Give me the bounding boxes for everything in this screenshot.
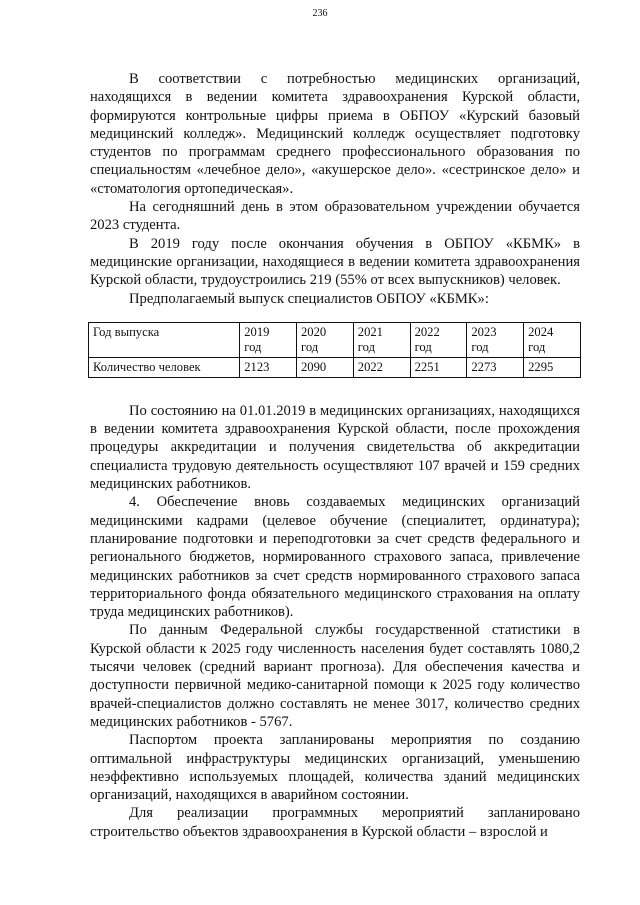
paragraph-graduates-employed: В 2019 году после окончания обучения в ОБПОУ «КБМК» в медицинские организации, находящиеся в ведении комитета здравоохранения Курской области, трудоустроились 219 (55% от всех выпускников) человек. bbox=[90, 235, 580, 289]
document-body bbox=[90, 70, 580, 841]
year-value: 2022 bbox=[414, 324, 440, 339]
paragraph-accreditation: По состоянию на 01.01.2019 в медицинских организациях, находящихся в ведении комитета здравоохранения Курской области, после прохождения процедуры аккредитации и получения свидетельства об аккредитации специалиста трудовую деятельность осуществляют 107 врачей и 159 средних медицинских работников. bbox=[90, 402, 580, 493]
table-cell-count: 2090 bbox=[297, 357, 354, 377]
page-number: 236 bbox=[312, 8, 328, 19]
table-cell-count: 2123 bbox=[240, 357, 297, 377]
table-header-label: Год выпуска bbox=[89, 322, 240, 357]
table-cell-count: 2251 bbox=[410, 357, 467, 377]
year-value: 2023 bbox=[471, 324, 497, 339]
year-value: 2021 bbox=[357, 324, 383, 339]
paragraph-student-count: На сегодняшний день в этом образовательном учреждении обучается 2023 студента. bbox=[90, 199, 580, 234]
table-cell-year bbox=[467, 322, 524, 357]
graduates-table bbox=[88, 322, 581, 378]
paragraph-population-forecast: По данным Федеральной службы государственной статистики в Курской области к 2025 году численность населения будет составлять 1080,2 тысячи человек (средний вариант прогноза). Для обеспечения качества и доступности первичной медико-санитарной помощи к 2025 году количество врачей-специалистов должно составлять не менее 3017, количество средних медицинских работников - 5767. bbox=[90, 622, 580, 730]
table-cell-year bbox=[353, 322, 410, 357]
paragraph-staffing-new-organizations: 4. Обеспечение вновь создаваемых медицинских организаций медицинскими кадрами (целевое обучение (специалитет, ординатура); планирование подготовки и переподготовки за счет средств федерального и регионального бюджетов, нормированного страхового запаса, привлечение медицинских работников за счет средств нормированного страхового запаса территориального фонда обязательного медицинского страхования на оплату труда медицинских работников). bbox=[90, 494, 580, 621]
table-cell-count: 2022 bbox=[353, 357, 410, 377]
paragraph-project-passport: Паспортом проекта запланированы мероприятия по созданию оптимальной инфраструктуры медицинских организаций, уменьшению неэффективно используемых площадей, количества зданий медицинских организаций, находящихся в аварийном состоянии. bbox=[90, 732, 580, 804]
year-suffix: год bbox=[301, 339, 319, 354]
table-cell-year bbox=[240, 322, 297, 357]
year-suffix: год bbox=[471, 339, 489, 354]
year-suffix: год bbox=[528, 339, 546, 354]
table-cell-count: 2273 bbox=[467, 357, 524, 377]
table-cell-year bbox=[297, 322, 354, 357]
year-value: 2024 bbox=[528, 324, 554, 339]
paragraph-table-intro: Предполагаемый выпуск специалистов ОБПОУ «КБМК»: bbox=[129, 290, 489, 307]
year-suffix: год bbox=[357, 339, 375, 354]
paragraph-construction: Для реализации программных мероприятий запланировано строительство объектов здравоохранения в Курской области – взрослой и bbox=[90, 805, 580, 840]
table-cell-year bbox=[524, 322, 581, 357]
table-count-label: Количество человек bbox=[89, 357, 240, 377]
table-row-counts bbox=[89, 357, 581, 377]
year-suffix: год bbox=[244, 339, 262, 354]
year-value: 2020 bbox=[301, 324, 327, 339]
table-cell-year bbox=[410, 322, 467, 357]
table-row-years bbox=[89, 322, 581, 357]
table-cell-count: 2295 bbox=[524, 357, 581, 377]
year-value: 2019 bbox=[244, 324, 270, 339]
year-suffix: год bbox=[414, 339, 432, 354]
paragraph-admission-quotas: В соответствии с потребностью медицинских организаций, находящихся в ведении комитета здравоохранения Курской области, формируются контрольные цифры приема в ОБПОУ «Курский базовый медицинский колледж». Медицинский колледж осуществляет подготовку студентов по программам среднего профессионального образования по специальностям «лечебное дело», «акушерское дело». «сестринское дело» и «стоматология ортопедическая». bbox=[90, 71, 580, 197]
